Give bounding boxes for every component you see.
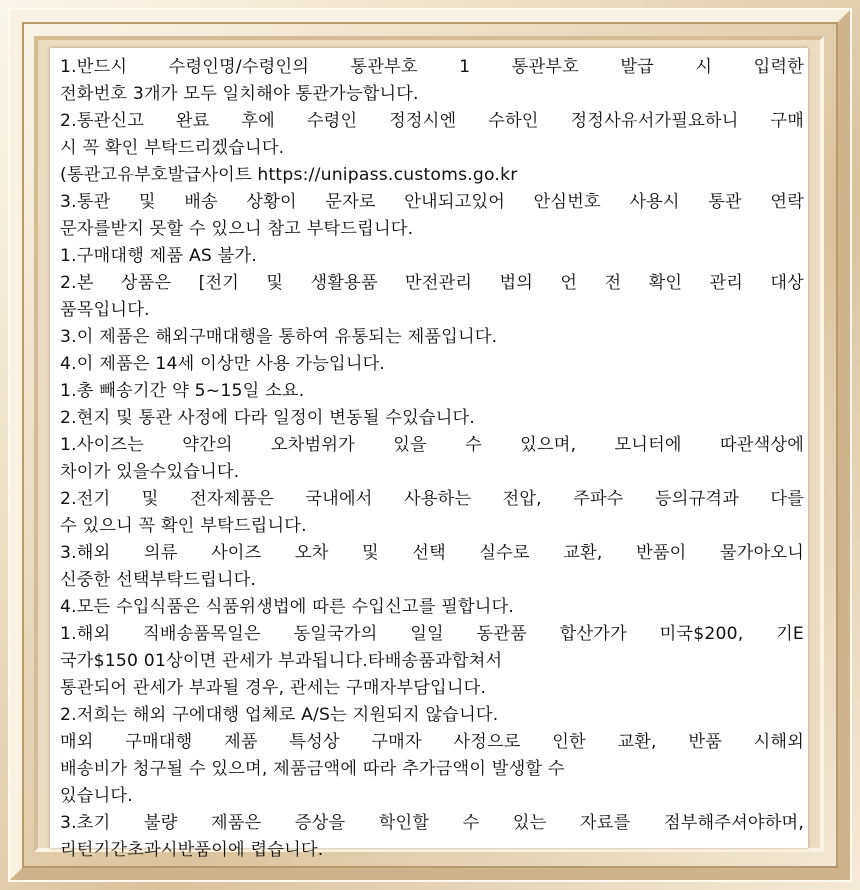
notice-line: 2.현지 및 통관 사정에 다라 일정이 변동될 수있습니다. [60,408,475,428]
notice-line: 3.해외 의류 사이즈 오차 및 선택 실수로 교환, 반품이 물가아오니 [60,543,804,563]
notice-panel [50,48,808,860]
notice-text [60,54,804,864]
notice-line: 1.해외 직배송품목일은 동일국가의 일일 동관품 합산가가 미국$200, 기E [60,624,804,644]
notice-line: 2.통관신고 완료 후에 수령인 정정시엔 수하인 정정사유서가필요하니 구매 [60,111,804,131]
notice-line: 문자를받지 못할 수 있으니 참고 부탁드립니다. [60,219,414,239]
notice-line: 1.반드시 수령인명/수령인의 통관부호 1 통관부호 발급 시 입력한 [60,57,804,77]
notice-line: 4.모든 수입식품은 식품위생법에 따른 수입신고를 필합니다. [60,597,515,617]
notice-line: 3.이 제품은 해외구매대행을 통하여 유통되는 제품입니다. [60,327,498,347]
notice-line: 4.이 제품은 14세 이상만 사용 가능입니다. [60,354,386,374]
notice-line: 1.사이즈는 약간의 오차범위가 있을 수 있으며, 모니터에 따관색상에 [60,435,804,455]
notice-line: (통관고유부호발급사이트 https://unipass.customs.go.kr [60,165,518,185]
notice-line: 2.본 상품은 [전기 및 생활용품 만전관리 법의 언 전 확인 관리 대상 [60,273,804,293]
notice-line: 3.통관 및 배송 상황이 문자로 안내되고있어 안심번호 사용시 통관 연락 [60,192,804,212]
notice-line: 배송비가 청구될 수 있으며, 제품금액에 따라 추가금액이 발생할 수 [60,759,565,779]
notice-line: 통관되어 관세가 부과될 경우, 관세는 구매자부담입니다. [60,678,487,698]
notice-line: 수 있으니 꼭 확인 부탁드립니다. [60,516,307,536]
notice-line: 1.구매대행 제품 AS 불가. [60,246,257,266]
notice-line: 리턴기간초과시반품이에 렵습니다. [60,840,324,860]
notice-line: 차이가 있을수있습니다. [60,462,240,482]
notice-line: 1.총 빼송기간 약 5~15일 소요. [60,381,305,401]
notice-line: 2.저희는 해외 구에대행 업체로 A/S는 지원되지 않습니다. [60,705,499,725]
notice-line: 국가$150 01상이면 관세가 부과됩니다.타배송품과합쳐서 [60,651,503,671]
notice-line: 있습니다. [60,786,133,806]
notice-line: 3.초기 불량 제품은 증상을 학인할 수 있는 자료를 점부해주셔야하며, [60,813,804,833]
notice-line: 전화번호 3개가 모두 일치해야 통관가능합니다. [60,84,419,104]
notice-line: 시 꼭 확인 부탁드리겠습니다. [60,138,285,158]
notice-line: 매외 구매대행 제품 특성상 구매자 사정으로 인한 교환, 반품 시해외 [60,732,804,752]
notice-line: 2.전기 및 전자제품은 국내에서 사용하는 전압, 주파수 등의규격과 다를 [60,489,804,509]
notice-line: 신중한 선택부탁드립니다. [60,570,257,590]
notice-line: 품목입니다. [60,300,150,320]
